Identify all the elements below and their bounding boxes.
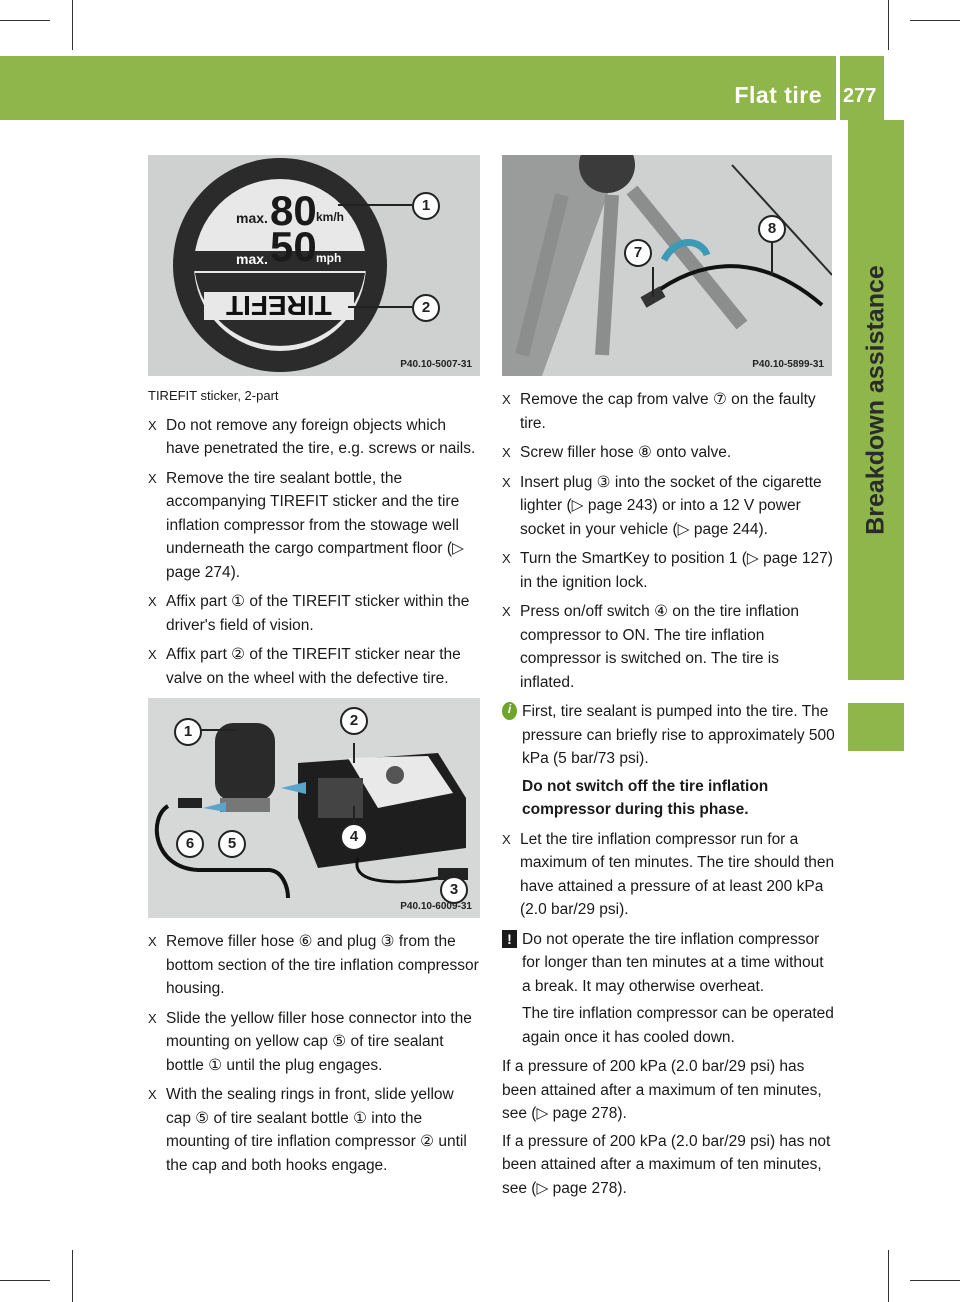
callout-3: 3: [440, 876, 468, 904]
figure-code: P40.10-6009-31: [400, 901, 472, 912]
side-tab-label: Breakdown assistance: [861, 265, 890, 535]
figure-code: P40.10-5899-31: [752, 359, 824, 370]
callout-1: 1: [174, 718, 202, 746]
warning-text: Do not operate the tire inflation compressor for longer than ten minutes at a time without a break. It may otherwise overheat.: [522, 930, 824, 995]
crop-mark: [72, 1250, 73, 1302]
crop-mark: [910, 1280, 960, 1281]
warning-note: [502, 928, 836, 1050]
callout-leader: [353, 743, 355, 763]
step-text: Affix part ① of the TIREFIT sticker within the driver's field of vision.: [166, 593, 470, 634]
callout-leader: [771, 243, 773, 275]
step-arrow-icon: X: [502, 474, 511, 490]
callout-1: 1: [412, 192, 440, 220]
instruction-step: [148, 1083, 482, 1177]
figure-code: P40.10-5007-31: [400, 359, 472, 370]
wheel-illustration: [502, 155, 832, 376]
callout-4: 4: [340, 823, 368, 851]
step-arrow-icon: X: [502, 392, 511, 407]
crop-mark: [888, 1250, 889, 1302]
step-text: With the sealing rings in front, slide yellow cap ⑤ of tire sealant bottle ① into the mounting of tire inflation compressor ② until the cap and both hooks engage.: [166, 1086, 467, 1174]
info-text: First, tire sealant is pumped into the tire. The pressure can briefly rise to approximately 500 kPa (5 bar/73 psi).: [522, 703, 835, 767]
info-bold-text: Do not switch off the tire inflation compressor during this phase.: [522, 777, 769, 818]
left-column-bottom: [148, 930, 482, 1183]
callout-leader: [198, 729, 236, 731]
step-arrow-icon: X: [148, 1010, 157, 1026]
callout-2: 2: [412, 294, 440, 322]
step-text: Slide the yellow filler hose connector into the mounting on yellow cap ⑤ of tire sealant bottle ① until the plug engages.: [166, 1009, 472, 1074]
paragraph: If a pressure of 200 kPa (2.0 bar/29 psi) has been attained after a maximum of ten minutes, see (▷ page 278).: [502, 1058, 822, 1122]
crop-mark: [910, 20, 960, 21]
instruction-step: [148, 590, 482, 637]
step-text: Press on/off switch ④ on the tire inflation compressor to ON. The tire inflation compressor is switched on. The tire is inflated.: [520, 603, 799, 691]
step-text: Remove the tire sealant bottle, the accompanying TIREFIT sticker and the tire inflation compressor from the stowage well underneath the cargo compartment floor (▷ page 274).: [166, 469, 464, 581]
warning-text-2: The tire inflation compressor can be operated again once it has cooled down.: [522, 1005, 834, 1046]
callout-leader: [338, 204, 412, 206]
sticker-speed-kmh: 80: [270, 187, 317, 234]
instruction-step: [502, 388, 836, 435]
sticker-unit-kmh: km/h: [316, 210, 345, 224]
instruction-step: [148, 930, 482, 1001]
right-column: [502, 388, 836, 1204]
step-text: Remove the cap from valve ⑦ on the faulty tire.: [520, 391, 816, 432]
callout-6: 6: [176, 830, 204, 858]
side-tab-marker: [848, 703, 904, 751]
instruction-step: [148, 414, 482, 461]
instruction-step: [148, 467, 482, 585]
step-arrow-icon: X: [148, 934, 157, 949]
step-arrow-icon: X: [502, 831, 511, 847]
header-bar: [0, 56, 836, 120]
crop-mark: [0, 20, 50, 21]
callout-2: 2: [340, 707, 368, 735]
step-text: Remove filler hose ⑥ and plug ③ from the bottom section of the tire inflation compressor housing.: [166, 933, 479, 997]
sticker-speed-mph: 50: [270, 223, 317, 270]
instruction-step: [502, 471, 836, 542]
instruction-step: [148, 1007, 482, 1078]
page-number: 277: [843, 85, 877, 107]
step-arrow-icon: X: [502, 551, 511, 566]
sticker-max1: max.: [236, 210, 268, 226]
figure-valve: [502, 155, 832, 376]
instruction-step: [502, 441, 836, 465]
callout-8: 8: [758, 215, 786, 243]
step-arrow-icon: X: [148, 594, 157, 609]
sticker-max2: max.: [236, 251, 268, 267]
step-arrow-icon: X: [148, 1087, 157, 1102]
step-text: Affix part ② of the TIREFIT sticker near the valve on the wheel with the defective tire.: [166, 646, 461, 687]
instruction-step: [148, 643, 482, 690]
callout-7: 7: [624, 239, 652, 267]
step-text: Insert plug ③ into the socket of the cigarette lighter (▷ page 243) or into a 12 V power socket in your vehicle (▷ page 244).: [520, 473, 822, 538]
step-arrow-icon: X: [148, 417, 157, 433]
instruction-step: [502, 547, 836, 594]
warning-icon: !: [502, 930, 517, 948]
step-text: Screw filler hose ⑧ onto valve.: [520, 444, 732, 461]
crop-mark: [888, 0, 889, 50]
callout-5: 5: [218, 830, 246, 858]
info-icon: i: [502, 702, 517, 720]
step-text: Let the tire inflation compressor run for a maximum of ten minutes. The tire should then have attained a pressure of at least 200 kPa (2.0 bar/29 psi).: [520, 830, 835, 918]
crop-mark: [72, 0, 73, 50]
step-arrow-icon: X: [502, 445, 511, 460]
crop-mark: [0, 1280, 50, 1281]
info-note: [502, 700, 836, 822]
figure-tirefit-sticker: [148, 155, 480, 376]
figure-tirefit-kit: [148, 698, 480, 918]
paragraph: If a pressure of 200 kPa (2.0 bar/29 psi) has not been attained after a maximum of ten minutes, see (▷ page 278).: [502, 1132, 831, 1197]
step-arrow-icon: X: [148, 647, 157, 662]
instruction-step: [502, 600, 836, 694]
callout-leader: [652, 267, 654, 297]
page-title: Flat tire: [734, 82, 822, 108]
step-arrow-icon: X: [502, 604, 511, 619]
left-column-top: [148, 384, 482, 696]
sticker-unit-mph: mph: [316, 251, 342, 265]
sticker-brand: TIREFIT: [226, 290, 332, 321]
callout-leader: [348, 306, 412, 308]
step-text: Turn the SmartKey to position 1 (▷ page 127) in the ignition lock.: [520, 550, 833, 591]
figure-caption: TIREFIT sticker, 2-part: [148, 388, 279, 403]
instruction-step: [502, 828, 836, 922]
step-arrow-icon: X: [148, 470, 157, 486]
step-text: Do not remove any foreign objects which have penetrated the tire, e.g. screws or nails.: [166, 416, 476, 457]
